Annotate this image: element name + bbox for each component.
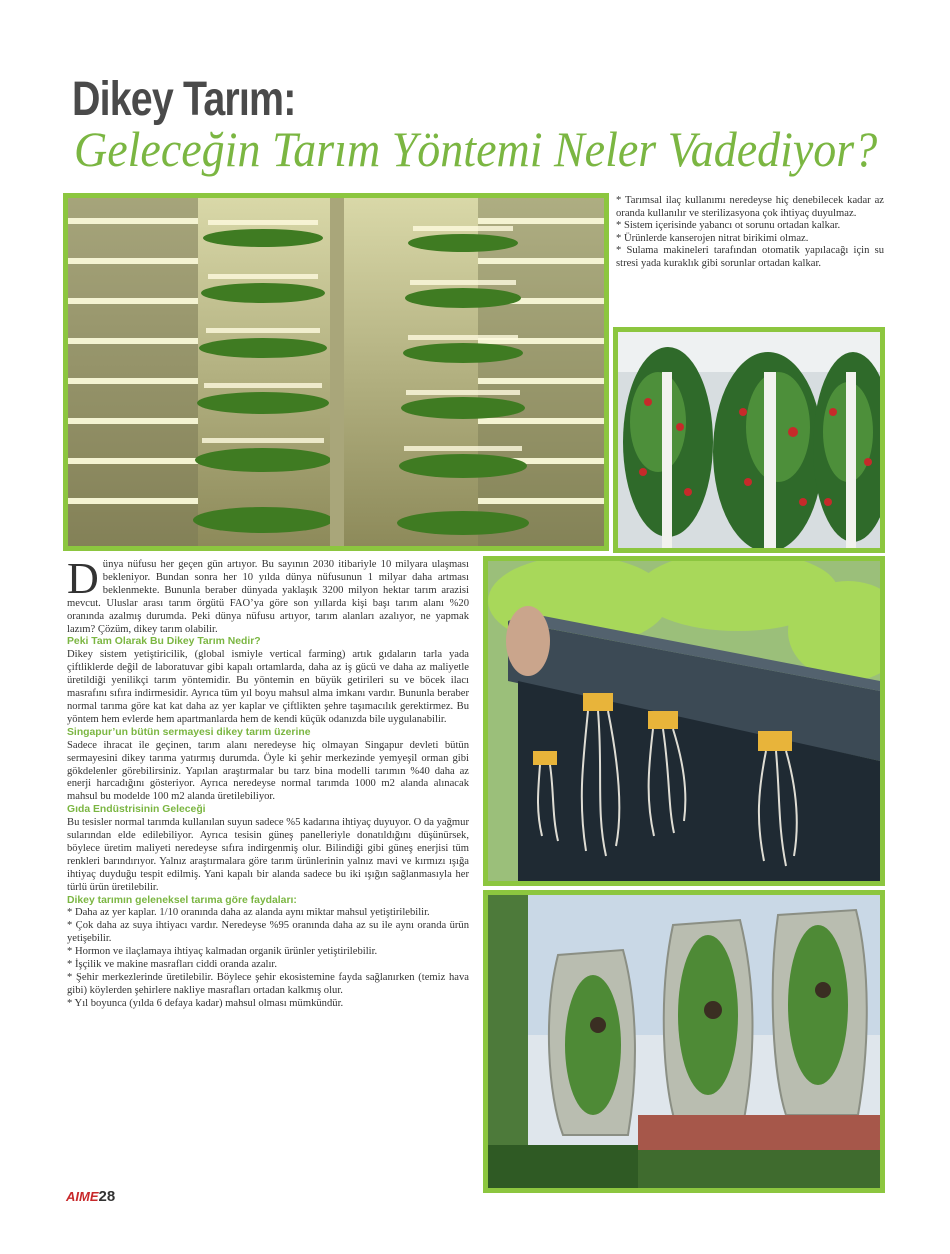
subheading-singapore: Singapur’un bütün sermayesi dikey tarım üzerine — [67, 726, 311, 738]
photo-city-farm-towers — [483, 890, 885, 1193]
paragraph-singapore: Sadece ihracat ile geçinen, tarım alanı neredeyse hiç olmayan Singapur devleti bütün sermayesini dikey tarıma yatırmış durumda. Öyle ki şehir merkezinde yemyeşil orman gibi gökdelenler görebilirsiniz. Yapılan araştırmalar bu tarz bina modelli tarımın %40 daha az enerji harcadığını gösteriyor. Ayrıca neredeyse normal tarımda 1000 m2 alanda alınacak mahsul bu modelde 100 m2 alanda üretilebiliyor. — [67, 739, 469, 803]
sidebar-item: * Sistem içerisinde yabancı ot sorunu ortadan kalkar. — [616, 220, 841, 232]
list-item: * Şehir merkezlerinde üretilebilir. Böylece şehir ekosistemine fayda sağlanırken (temiz hava gibi) köylerden şehirlere nakliye masrafları ortadan kalkmış olur. — [67, 972, 469, 996]
sidebar-item: * Sulama makineleri tarafından otomatik yapılacağı için su stresi yada kuraklık gibi sorunlar ortadan kalkar. — [616, 245, 884, 269]
title-line-1: Dikey Tarım: — [72, 73, 296, 126]
sidebar-item: * Tarımsal ilaç kullanımı neredeyse hiç denebilecek kadar az oranda kullanılır ve sterilizasyona çok ihtiyaç duyulmaz. — [616, 195, 884, 219]
article-body — [67, 554, 469, 1011]
subheading-what-is: Peki Tam Olarak Bu Dikey Tarım Nedir? — [67, 636, 261, 648]
photo-hydroponic-roots — [483, 556, 885, 886]
paragraph-food-industry: Bu tesisler normal tarımda kullanılan suyun sadece %5 kadarına ihtiyaç duyuyor. O da yağmur sularından elde edilebiliyor. Ayrıca tesisin güneş panelleriyle donatıldığını düşünürsek, böylece üretim maliyeti neredeyse sıfıra indirgenmiş olur. Bilindiği gibi güneş enerjisi tüm renkleri barındırıyor. Yalnız araştırmalara göre tarım ürünlerinin yalnız mavi ve kırmızı ışığa ihtiyaç duyduğu tespit edilmiş. Yani kapalı bir alanda sadece bu iki ışığın sağlanmasıyla her türlü ürün üretilebilir. — [67, 817, 469, 893]
list-item: * Çok daha az suya ihtiyacı vardır. Neredeyse %95 oranında daha az su ile aynı oranda ürün yetişebilir. — [67, 920, 469, 945]
drop-cap: D — [67, 554, 99, 603]
list-item: * Hormon ve ilaçlamaya ihtiyaç kalmadan organik ürünler yetiştirilebilir. — [67, 946, 378, 958]
sidebar-item: * Ürünlerde kanserojen nitrat birikimi olmaz. — [616, 232, 809, 244]
page-footer — [66, 1188, 115, 1205]
magazine-logo: AIME — [66, 1189, 99, 1204]
paragraph-what-is: Dikey sistem yetiştiricilik, (global ismiyle vertical farming) artık gıdaların tarla yada çiftliklerde değil de laboratuvar gibi kapalı ortamlarda, daha az iş gücü ve daha az maliyetle üretildiği yenilikçi tarım yöntemidir. Bu yöntemin en büyük getirileri su ve böcek ilacı masrafını sıfıra indirmesidir. Ayrıca tüm yıl boyu mahsul alma imkanı vardır. Bununla beraber normal tarıma göre kat kat daha az yer kaplar ve çiftlikten şehre taşımacılık gerektirmez. Bu yöntem hem evlerde hem apartmanlarda hem de kendi küçük odanızda bile uygulanabilir. — [67, 649, 469, 725]
benefits-sidebar — [616, 195, 884, 271]
photo-indoor-vertical-farm — [63, 193, 609, 551]
page-number: 28 — [98, 1188, 116, 1205]
list-item: * İşçilik ve makine masrafları ciddi oranda azalır. — [67, 959, 278, 971]
list-item: * Yıl boyunca (yılda 6 defaya kadar) mahsul olması mümkündür. — [67, 997, 344, 1009]
title-line-2: Geleceğin Tarım Yöntemi Neler Vadediyor? — [74, 121, 878, 177]
photo-strawberry-towers — [613, 327, 885, 553]
intro-paragraph — [67, 554, 469, 636]
subheading-benefits: Dikey tarımın geleneksel tarıma göre faydaları: — [67, 894, 297, 906]
subheading-food-industry: Gıda Endüstrisinin Geleceği — [67, 804, 206, 816]
intro-text: ünya nüfusu her geçen gün artıyor. Bu sayının 2030 itibariyle 10 milyara ulaşması bekleniyor. Bundan sonra her 10 yılda dünya nüfusunun 1 milyar daha artması beklenmekte. Bununla beraber dünyada yaklaşık 3200 milyon hektar tarım arazisi mevcut. Uluslar arası tarım örgütü FAO’ya göre son yıllarda kişi başı tarım alanı %20 oranında azalmış durumda. Peki dünya nüfusu artıyor, tarım alanları azalıyor, ne yapmak lazım? Çözüm, dikey tarım olabilir. — [67, 559, 469, 635]
list-item: * Daha az yer kaplar. 1/10 oranında daha az alanda aynı miktar mahsul yetiştirilebilir. — [67, 907, 430, 919]
